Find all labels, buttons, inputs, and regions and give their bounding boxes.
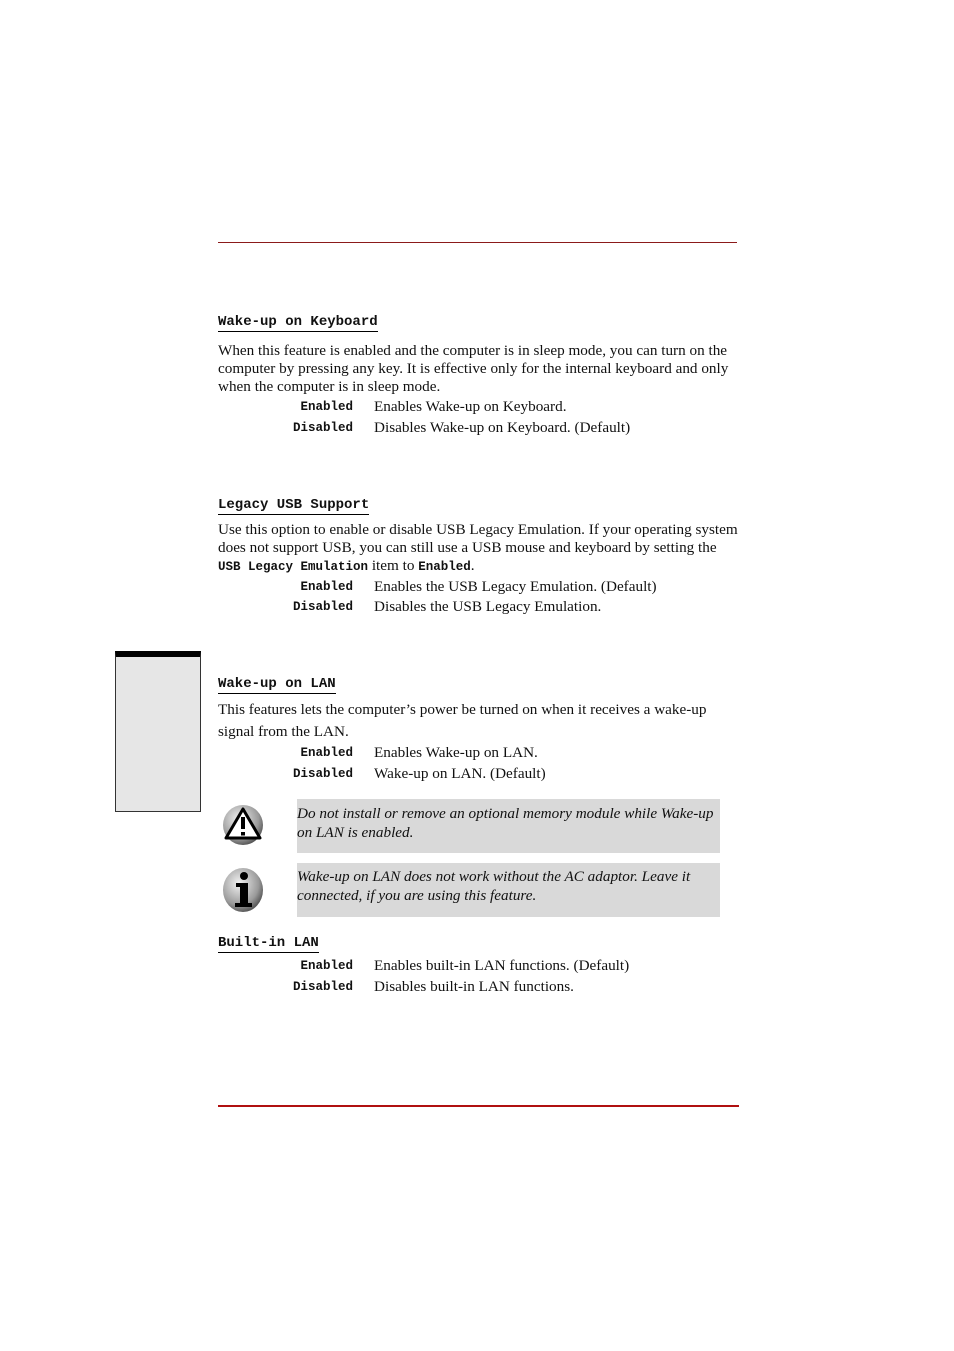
option-desc: Disables the USB Legacy Emulation.	[374, 598, 602, 615]
info-icon	[221, 866, 265, 914]
option-desc: Disables built-in LAN functions.	[374, 978, 574, 995]
option-key: Disabled	[292, 980, 353, 994]
option-key: Enabled	[300, 400, 353, 414]
text-run: Use this option to enable or disable USB Legacy Emulation. If your operating system does not support USB, you can still use a USB mouse and keyboard by setting the	[218, 521, 738, 556]
para-wake-up-lan: This features lets the computer’s power be turned on when it receives a wake-up signal from the LAN.	[218, 701, 707, 740]
option-desc: Wake-up on LAN. (Default)	[374, 765, 546, 782]
heading-wake-up-lan: Wake-up on LAN	[218, 676, 336, 692]
option-row	[218, 978, 738, 998]
code-enabled: Enabled	[418, 560, 471, 574]
heading-legacy-usb: Legacy USB Support	[218, 497, 370, 513]
heading-built-in-lan: Built-in LAN	[218, 935, 319, 951]
heading-wake-up-keyboard: Wake-up on Keyboard	[218, 314, 378, 330]
para-legacy-usb	[218, 521, 738, 576]
option-desc: Enables built-in LAN functions. (Default)	[374, 957, 630, 974]
para-wake-up-keyboard: When this feature is enabled and the computer is in sleep mode, you can turn on the computer by pressing any key. It is effective only for the internal keyboard and only when the computer is in sleep mode.	[218, 342, 729, 395]
text-run: .	[470, 557, 475, 574]
option-key: Disabled	[292, 600, 353, 614]
option-row	[218, 744, 738, 764]
chapter-tab	[115, 651, 201, 812]
option-row	[218, 419, 738, 439]
header-rule	[218, 242, 737, 243]
option-desc: Enables Wake-up on LAN.	[374, 744, 538, 761]
warning-note-text: Do not install or remove an optional memory module while Wake-up on LAN is enabled.	[297, 805, 714, 841]
option-row	[218, 578, 738, 598]
option-row	[218, 598, 738, 618]
text-run: item to	[368, 557, 419, 574]
option-key: Enabled	[300, 746, 353, 760]
option-desc: Enables Wake-up on Keyboard.	[374, 398, 567, 415]
option-row	[218, 957, 738, 977]
warning-icon	[221, 800, 265, 848]
info-note-text: Wake-up on LAN does not work without the AC adaptor. Leave it connected, if you are using this feature.	[297, 868, 691, 904]
option-key: Enabled	[300, 580, 353, 594]
option-row	[218, 765, 738, 785]
option-row	[218, 398, 738, 418]
option-desc: Disables Wake-up on Keyboard. (Default)	[374, 419, 631, 436]
footer-rule	[218, 1105, 739, 1107]
option-key: Disabled	[292, 421, 353, 435]
option-desc: Enables the USB Legacy Emulation. (Default)	[374, 578, 657, 595]
option-key: Disabled	[292, 767, 353, 781]
option-key: Enabled	[300, 959, 353, 973]
code-usb-legacy-emulation: USB Legacy Emulation	[218, 560, 369, 574]
